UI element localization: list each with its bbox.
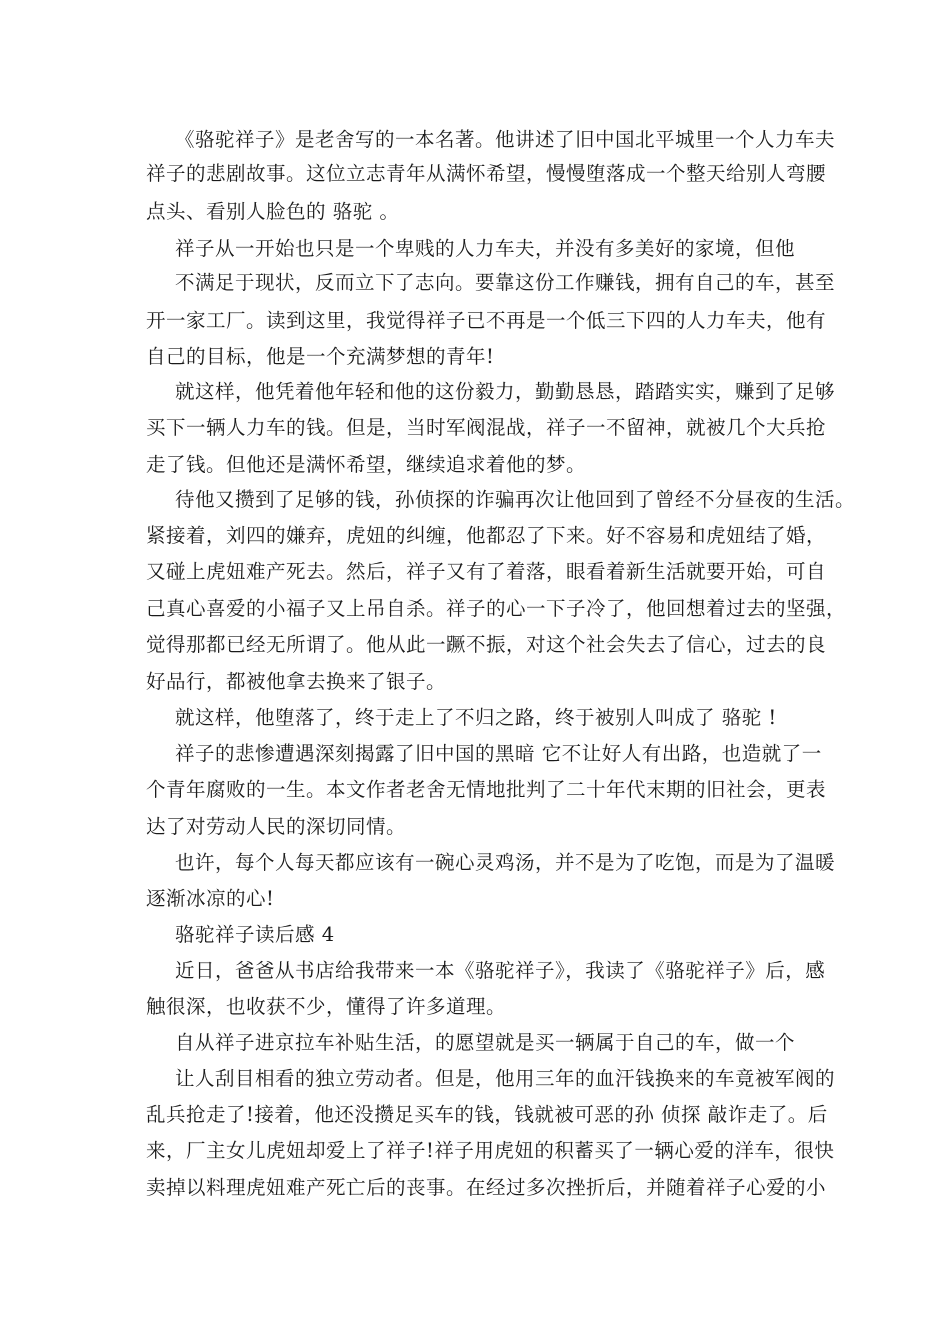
text-line: 触很深，也收获不少，懂得了许多道理。 xyxy=(146,995,507,1018)
text-line: 就这样，他堕落了，终于走上了不归之路，终于被别人叫成了 骆驼 ! xyxy=(175,706,777,729)
text-line: 让人刮目相看的独立劳动者。但是，他用三年的血汗钱换来的车竟被军阀的 xyxy=(175,1067,836,1090)
text-line: 来，厂主女儿虎妞却爱上了祥子!祥子用虎妞的积蓄买了一辆心爱的洋车，很快 xyxy=(146,1139,835,1162)
text-line: 《骆驼祥子》是老舍写的一本名著。他讲述了旧中国北平城里一个人力车夫 xyxy=(175,128,836,151)
text-line: 达了对劳动人民的深切同情。 xyxy=(146,815,407,838)
text-line: 自从祥子进京拉车补贴生活，的愿望就是买一辆属于自己的车，做一个 xyxy=(175,1031,796,1054)
text-line: 己真心喜爱的小福子又上吊自杀。祥子的心一下子冷了，他回想着过去的坚强， xyxy=(146,597,847,620)
text-line: 逐渐冰凉的心! xyxy=(146,887,275,910)
text-line: 自己的目标，他是一个充满梦想的青年! xyxy=(146,345,495,368)
text-line: 就这样，他凭着他年轻和他的这份毅力，勤勤恳恳，踏踏实实，赚到了足够 xyxy=(175,380,836,403)
text-line: 买下一辆人力车的钱。但是，当时军阀混战，祥子一不留神，就被几个大兵抢 xyxy=(146,416,827,439)
text-line: 也许，每个人每天都应该有一碗心灵鸡汤，并不是为了吃饱，而是为了温暖 xyxy=(175,851,836,874)
text-line: 个青年腐败的一生。本文作者老舍无情地批判了二十年代末期的旧社会，更表 xyxy=(146,778,827,801)
text-line: 乱兵抢走了!接着，他还没攒足买车的钱，钱就被可恶的孙 侦探 敲诈走了。后 xyxy=(146,1103,828,1126)
text-line: 点头、看别人脸色的 骆驼 。 xyxy=(146,200,400,223)
text-line: 紧接着，刘四的嫌弃，虎妞的纠缠，他都忍了下来。好不容易和虎妞结了婚， xyxy=(146,524,827,547)
text-line: 走了钱。但他还是满怀希望，继续追求着他的梦。 xyxy=(146,453,587,476)
text-line: 卖掉以料理虎妞难产死亡后的丧事。在经过多次挫折后，并随着祥子心爱的小 xyxy=(146,1176,827,1199)
text-line: 又碰上虎妞难产死去。然后，祥子又有了着落，眼看着新生活就要开始，可自 xyxy=(146,560,827,583)
text-line: 开一家工厂。读到这里，我觉得祥子已不再是一个低三下四的人力车夫，他有 xyxy=(146,309,827,332)
text-line: 近日，爸爸从书店给我带来一本《骆驼祥子》，我读了《骆驼祥子》后，感 xyxy=(175,959,826,982)
text-line: 觉得那都已经无所谓了。他从此一蹶不振，对这个社会失去了信心，过去的良 xyxy=(146,633,827,656)
text-line: 不满足于现状，反而立下了志向。要靠这份工作赚钱，拥有自己的车，甚至 xyxy=(175,271,836,294)
text-line: 祥子的悲惨遭遇深刻揭露了旧中国的黑暗 它不让好人有出路，也造就了一 xyxy=(175,742,822,765)
text-line: 祥子的悲剧故事。这位立志青年从满怀希望，慢慢堕落成一个整天给别人弯腰 xyxy=(146,162,827,185)
text-line: 待他又攒到了足够的钱，孙侦探的诈骗再次让他回到了曾经不分昼夜的生活。 xyxy=(175,488,856,511)
text-line: 好品行，都被他拿去换来了银子。 xyxy=(146,670,447,693)
section-heading: 骆驼祥子读后感 4 xyxy=(175,923,335,946)
text-line: 祥子从一开始也只是一个卑贱的人力车夫，并没有多美好的家境，但他 xyxy=(175,237,796,260)
